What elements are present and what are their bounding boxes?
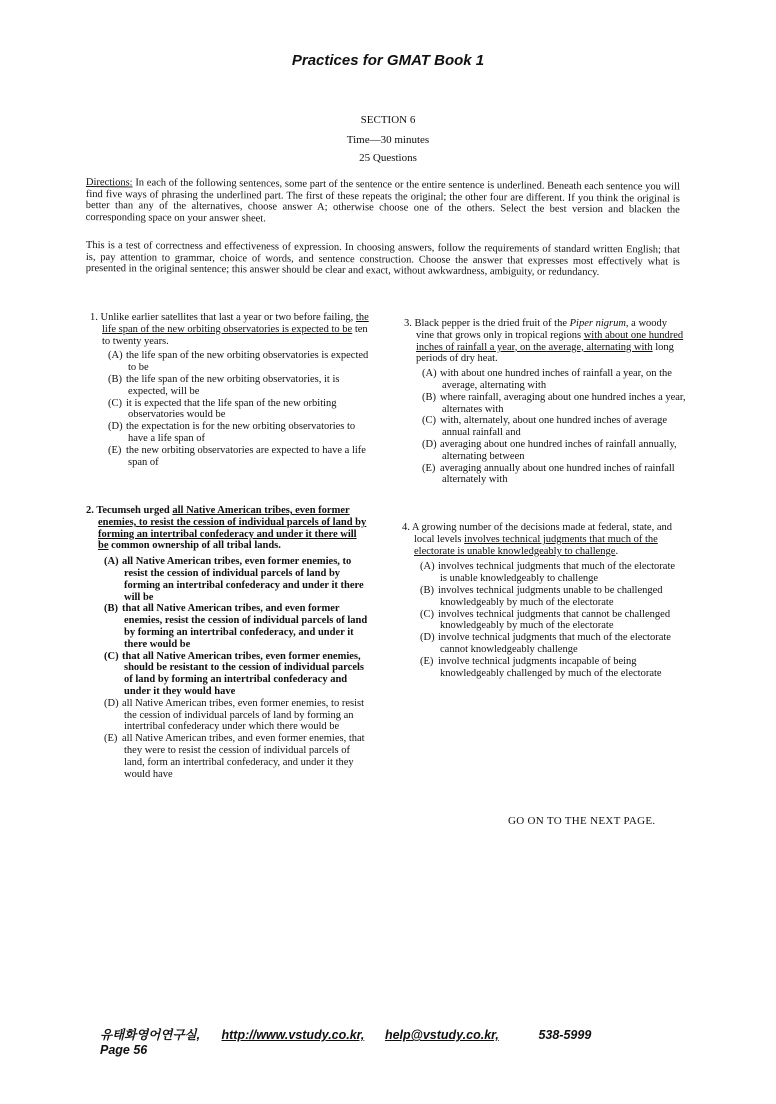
test-note-paragraph: This is a test of correctness and effectiveness of expression. In choosing answers, follow the requirements of standard written English; that is, pay attention to grammar, choice of words, and sentence construction. Choose the answer that expresses most effectively what is presented in the original sentence; this answer should be clear and exact, without awkwardness, ambiguity, or redundancy. (85, 240, 680, 279)
option-text: the life span of the new orbiting observatories is expected to be (126, 350, 369, 374)
option-text: the expectation is for the new orbiting observatories to have a life span of (126, 421, 356, 444)
underlined-text: with about one hundred inches of rainfall a year, on the average, alternating with (416, 329, 684, 353)
question-number: 4. (402, 522, 410, 533)
option-text: involves technical judgments that cannot be challenged knowledgeably by much of the electorate (438, 608, 671, 632)
stem-text-end: . (615, 545, 619, 557)
option-b[interactable] (412, 585, 684, 609)
footer-phone: 538-5999 (538, 1028, 592, 1042)
question-4 (402, 522, 684, 679)
option-e[interactable] (96, 733, 368, 780)
option-text: involve technical judgments that much of the electorate cannot knowledgeably challenge (438, 632, 671, 655)
footer-org: 유태화영어연구실, (100, 1028, 201, 1042)
page-footer (100, 1025, 680, 1057)
go-on-notice: GO ON TO THE NEXT PAGE. (508, 815, 656, 827)
question-count: 25 Questions (359, 152, 417, 164)
section-time: Time—30 minutes (346, 134, 430, 146)
species-name: Piper nigrum (569, 318, 626, 329)
option-text: all Native American tribes, even former enemies, to resist the cession of individual parcels of land by forming an intertribal confederacy under which there would be (122, 697, 364, 733)
stem-text-end: common ownership of all tribal lands. (108, 540, 281, 552)
underlined-text: involves technical judgments that much of the electorate is unable knowledgeably to challenge (414, 533, 658, 557)
question-number: 2. (86, 505, 94, 516)
option-text: it is expected that the life span of the new orbiting observatories would be (126, 397, 337, 421)
stem-text-end: ten to twenty years. (102, 323, 368, 347)
option-d[interactable] (100, 421, 370, 445)
option-text: involves technical judgments unable to be challenged knowledgeably by much of the electorate (438, 584, 663, 608)
option-letter: (D) (422, 438, 437, 450)
stem-text: A growing number of the decisions made at federal, state, and local levels (411, 522, 673, 545)
option-letter: (E) (108, 444, 122, 456)
option-d[interactable] (96, 698, 368, 733)
directions-label: Directions: (85, 177, 133, 189)
option-letter: (D) (420, 632, 435, 644)
option-text: the life span of the new orbiting observatories, it is expected, will be (126, 373, 340, 397)
option-text: that all Native American tribes, and even former enemies, resist the cession of individual parcels of land by forming an intertribal confederacy, and under it there would be (122, 603, 368, 650)
stem-text-mid: , a woody vine that grows only in tropical regions (416, 318, 668, 341)
option-e[interactable] (412, 656, 684, 680)
option-letter: (B) (420, 584, 434, 596)
option-letter: (C) (420, 608, 434, 620)
stem-text: Tecumseh urged (96, 505, 173, 516)
option-text: the new orbiting observatories are expected to have a life span of (126, 444, 366, 468)
question-3 (404, 318, 686, 486)
option-c[interactable] (96, 651, 368, 698)
option-text: with about one hundred inches of rainfall a year, on the average, alternating with (440, 368, 672, 391)
option-d[interactable] (412, 632, 684, 656)
option-e[interactable] (414, 463, 686, 487)
option-c[interactable] (412, 609, 684, 633)
underlined-text: the life span of the new orbiting observatories is expected to be (102, 312, 369, 335)
question-number: 3. (404, 318, 412, 329)
option-letter: (C) (104, 650, 119, 662)
option-a[interactable] (96, 556, 368, 603)
option-letter: (C) (108, 397, 122, 409)
question-stem (86, 505, 368, 552)
option-text: averaging about one hundred inches of rainfall annually, alternating between (440, 438, 677, 462)
question-stem (404, 318, 686, 365)
question-number: 1. (90, 312, 98, 323)
option-a[interactable] (412, 561, 684, 585)
stem-text: Black pepper is the dried fruit of the (414, 318, 570, 329)
option-text: all Native American tribes, and even former enemies, that they were to resist the cession of individual parcels of land, form an intertribal confederacy, and under it they would have (122, 733, 365, 780)
option-letter: (A) (420, 561, 435, 573)
option-letter: (A) (104, 556, 119, 568)
footer-email[interactable]: help@vstudy.co.kr, (384, 1028, 499, 1042)
option-text: where rainfall, averaging about one hundred inches a year, alternates with (440, 391, 686, 415)
option-letter: (D) (104, 697, 119, 709)
option-e[interactable] (100, 445, 370, 469)
stem-text-end: long periods of dry heat. (416, 341, 674, 365)
stem-text: Unlike earlier satellites that last a year or two before failing, (100, 312, 356, 323)
option-text: that all Native American tribes, even former enemies, should be resistant to the cession of individual parcels of land by forming an intertribal confederacy and under it they would have (122, 650, 364, 697)
option-a[interactable] (414, 368, 686, 392)
option-letter: (A) (422, 368, 437, 380)
option-letter: (E) (422, 462, 436, 474)
option-letter: (B) (104, 603, 118, 615)
directions-paragraph (86, 177, 680, 228)
page-number: Page 56 (100, 1043, 148, 1057)
option-letter: (B) (422, 391, 436, 403)
option-text: involves technical judgments that much of the electorate is unable knowledgeably to challenge (438, 561, 676, 585)
option-letter: (B) (108, 373, 122, 385)
option-b[interactable] (96, 603, 368, 650)
option-text: all Native American tribes, even former enemies, to resist the cession of individual parcels of land by forming an intertribal confederacy and under it there will be (122, 556, 364, 603)
option-letter: (C) (422, 415, 436, 427)
option-letter: (E) (104, 733, 118, 745)
option-text: with, alternately, about one hundred inches of average annual rainfall and (440, 415, 668, 439)
book-title: Practices for GMAT Book 1 (291, 52, 485, 69)
option-c[interactable] (414, 415, 686, 439)
option-text: averaging annually about one hundred inches of rainfall alternately with (440, 462, 675, 486)
footer-url[interactable]: http://www.vstudy.co.kr, (221, 1028, 365, 1042)
option-b[interactable] (100, 374, 370, 398)
question-1 (90, 312, 370, 468)
option-c[interactable] (100, 398, 370, 422)
option-d[interactable] (414, 439, 686, 463)
question-stem (90, 312, 370, 347)
question-2 (86, 505, 368, 780)
option-text: involve technical judgments incapable of being knowledgeably challenged by much of the electorate (438, 655, 662, 679)
option-b[interactable] (414, 392, 686, 416)
option-a[interactable] (100, 350, 370, 374)
option-letter: (D) (108, 421, 123, 433)
section-number: SECTION 6 (360, 114, 416, 126)
option-letter: (E) (420, 655, 434, 667)
option-letter: (A) (108, 350, 123, 362)
underlined-text: all Native American tribes, even former enemies, to resist the cession of individual parcels of land by forming an intertribal confederacy and under it there will be (98, 505, 367, 552)
directions-text: In each of the following sentences, some part of the sentence or the entire sentence is underlined. Beneath each sentence you will find five ways of phrasing the underlined part. The first of these repeats the original; the other four are different. If you think the original is better than any of the alternatives, choose answer A; otherwise choose one of the others. Select the best version and blacken the corresponding space on your answer sheet. (85, 177, 680, 225)
question-stem (402, 522, 684, 557)
